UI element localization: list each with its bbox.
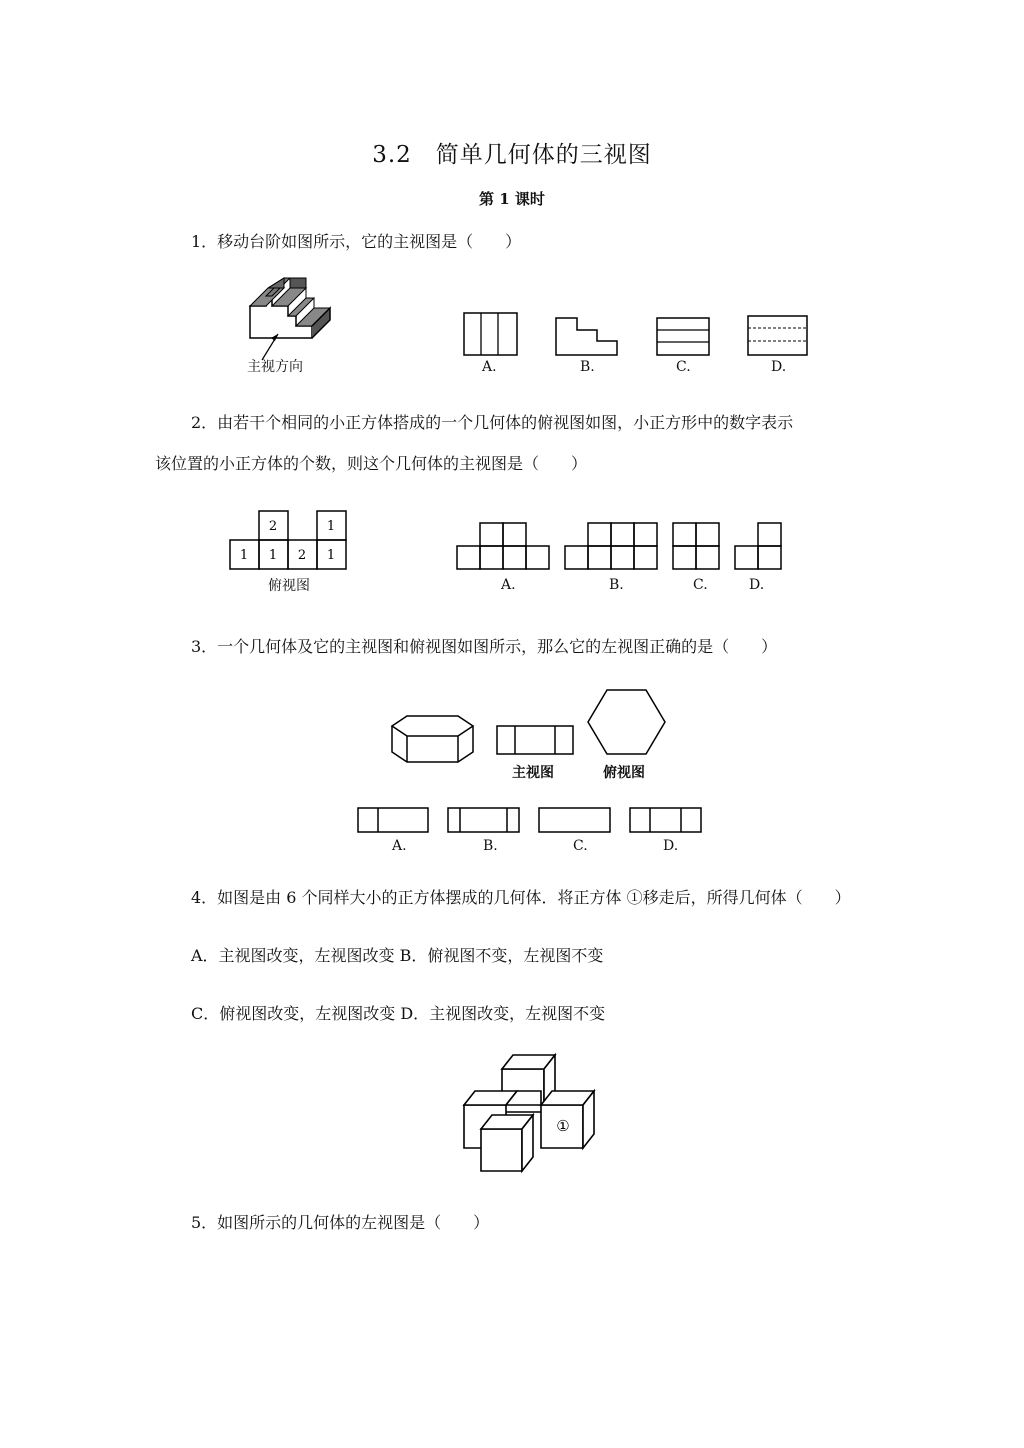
q2-option-d: D.	[749, 577, 765, 593]
grid-number: 1	[239, 548, 249, 563]
q1-option-d: D.	[771, 359, 787, 375]
q1-option-b: B.	[580, 359, 595, 375]
grid-number: 1	[326, 548, 336, 563]
front-view-label: 主视图	[512, 765, 554, 781]
question-2-line2: 该位置的小正方体的个数，则这个几何体的主视图是（ ）	[155, 454, 588, 473]
q3-option-c: C.	[573, 838, 588, 854]
page-title: 3.2 简单几何体的三视图	[372, 142, 652, 168]
question-5-text: 5．如图所示的几何体的左视图是（ ）	[191, 1213, 490, 1232]
q3-option-d: D.	[663, 838, 679, 854]
question-4-text: 4．如图是由 6 个同样大小的正方体摆成的几何体．将正方体 ①移走后，所得几何体（ ）	[191, 888, 851, 907]
question-4-choices-ab: A．主视图改变，左视图改变 B．俯视图不变，左视图不变	[191, 946, 604, 965]
question-3-text: 3．一个几何体及它的主视图和俯视图如图所示，那么它的左视图正确的是（ ）	[191, 637, 778, 656]
lesson-subtitle: 第 1 课时	[479, 190, 545, 208]
q2-option-b: B.	[609, 577, 624, 593]
q1-option-a: A.	[482, 359, 497, 375]
top-view-label: 俯视图	[268, 578, 310, 594]
view-direction-label: 主视方向	[247, 359, 303, 375]
grid-number: 2	[297, 548, 307, 563]
q3-option-a: A.	[392, 838, 407, 854]
q1-option-c: C.	[676, 359, 691, 375]
grid-number: 2	[268, 519, 278, 534]
cube-one-label: ①	[556, 1117, 570, 1135]
q3-option-b: B.	[483, 838, 498, 854]
question-2-line1: 2．由若干个相同的小正方体搭成的一个几何体的俯视图如图，小正方形中的数字表示	[191, 413, 794, 432]
question-4-choices-cd: C．俯视图改变，左视图改变 D．主视图改变，左视图不变	[191, 1004, 606, 1023]
top-view-label-q3: 俯视图	[603, 765, 645, 781]
grid-number: 1	[268, 548, 278, 563]
q2-option-c: C.	[693, 577, 708, 593]
grid-number: 1	[326, 519, 336, 534]
q2-option-a: A.	[501, 577, 516, 593]
question-1-text: 1．移动台阶如图所示，它的主视图是（ ）	[191, 232, 522, 251]
